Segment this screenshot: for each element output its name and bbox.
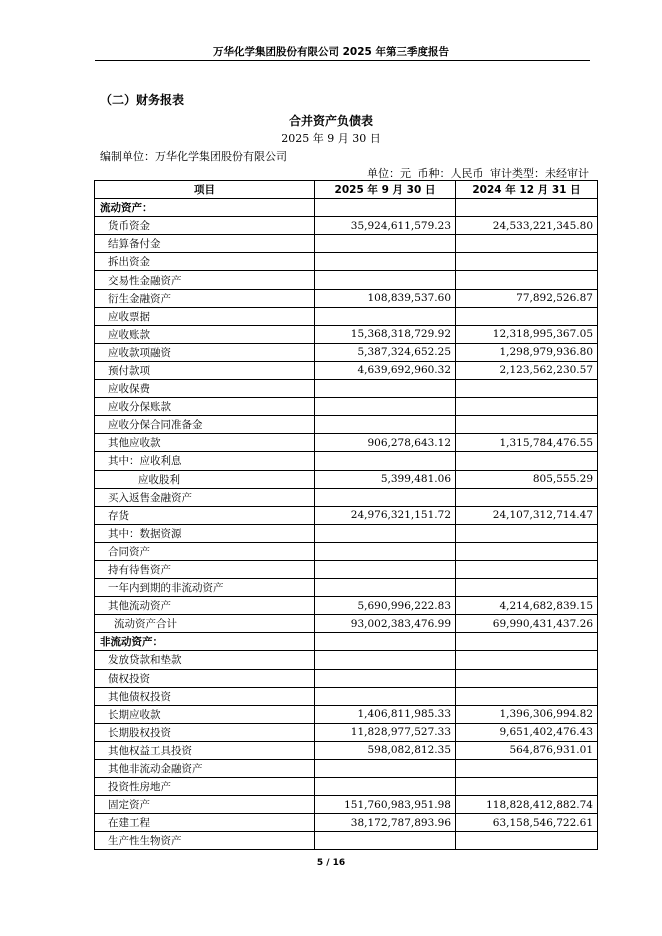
table-row [95,687,598,705]
row-value-prior [456,380,598,398]
row-item-label: 应收账款 [95,325,315,343]
row-value-current: 1,406,811,985.33 [315,705,456,723]
row-item-label: 拆出资金 [95,253,315,271]
row-item-label: 生产性生物资产 [95,832,315,850]
row-item-label: 应收股利 [95,470,315,488]
row-item-label: 应收分保合同准备金 [95,416,315,434]
table-row [95,452,598,470]
row-value-prior [456,452,598,470]
row-value-current [315,398,456,416]
table-row [95,524,598,542]
row-value-current: 38,172,787,893.96 [315,814,456,832]
row-value-prior: 1,298,979,936.80 [456,343,598,361]
statement-date: 2025 年 9 月 30 日 [281,132,381,145]
row-item-label: 其他应收款 [95,434,315,452]
row-value-current: 35,924,611,579.23 [315,217,456,235]
report-header: 万华化学集团股份有限公司 2025 年第三季度报告 [212,46,450,58]
row-item-label: 应收分保账款 [95,398,315,416]
row-value-prior: 69,990,431,437.26 [456,615,598,633]
table-row [95,470,598,488]
row-value-prior [456,579,598,597]
row-value-prior [456,560,598,578]
row-item-label: 其中：应收利息 [95,452,315,470]
row-item-label: 其中：数据资源 [95,524,315,542]
table-row [95,217,598,235]
row-value-prior [456,416,598,434]
row-item-label: 一年内到期的非流动资产 [95,579,315,597]
row-value-prior [456,687,598,705]
row-item-label: 其他流动资产 [95,597,315,615]
table-row [95,542,598,560]
table-row [95,289,598,307]
statement-title: 合并资产负债表 [288,114,373,128]
table-row [95,814,598,832]
row-value-prior [456,271,598,289]
table-row [95,434,598,452]
table-row [95,723,598,741]
table-row [95,705,598,723]
row-value-prior: 12,318,995,367.05 [456,325,598,343]
row-value-current: 5,399,481.06 [315,470,456,488]
header-divider [95,60,590,61]
row-value-prior [456,651,598,669]
table-row [95,741,598,759]
table-row [95,488,598,506]
row-value-current: 24,976,321,151.72 [315,506,456,524]
row-item-label: 长期应收款 [95,705,315,723]
row-item-label: 结算备付金 [95,235,315,253]
table-row [95,343,598,361]
row-item-label: 债权投资 [95,669,315,687]
row-value-prior: 1,315,784,476.55 [456,434,598,452]
table-row [95,380,598,398]
row-value-prior: 805,555.29 [456,470,598,488]
row-item-label: 非流动资产： [95,633,315,651]
table-row [95,560,598,578]
row-value-current: 151,760,983,951.98 [315,796,456,814]
row-value-current: 108,839,537.60 [315,289,456,307]
row-item-label: 应收保费 [95,380,315,398]
row-value-prior: 118,828,412,882.74 [456,796,598,814]
table-row [95,271,598,289]
table-row [95,760,598,778]
unit-line: 单位：元 币种：人民币 审计类型：未经审计 [367,167,589,180]
table-row [95,615,598,633]
row-value-current: 5,690,996,222.83 [315,597,456,615]
row-item-label: 固定资产 [95,796,315,814]
row-value-prior [456,253,598,271]
row-value-prior [456,542,598,560]
row-item-label: 长期股权投资 [95,723,315,741]
table-row [95,307,598,325]
row-value-prior: 1,396,306,994.82 [456,705,598,723]
row-value-current: 93,002,383,476.99 [315,615,456,633]
row-value-current: 5,387,324,652.25 [315,343,456,361]
row-value-current [315,488,456,506]
table-row [95,361,598,379]
row-value-current [315,778,456,796]
table-row [95,506,598,524]
table-row [95,398,598,416]
row-value-current [315,380,456,398]
row-value-prior [456,669,598,687]
row-value-current [315,542,456,560]
row-value-current [315,271,456,289]
row-item-label: 投资性房地产 [95,778,315,796]
row-value-current: 906,278,643.12 [315,434,456,452]
row-item-label: 合同资产 [95,542,315,560]
row-value-current [315,579,456,597]
row-item-label: 交易性金融资产 [95,271,315,289]
row-item-label: 流动资产合计 [95,615,315,633]
row-value-current [315,524,456,542]
row-value-current [315,651,456,669]
row-item-label: 预付款项 [95,361,315,379]
row-value-current [315,416,456,434]
table-row [95,416,598,434]
table-row [95,199,598,217]
row-item-label: 应收款项融资 [95,343,315,361]
row-value-prior [456,524,598,542]
row-value-prior [456,235,598,253]
column-header-item: 项目 [95,181,315,199]
table-row [95,832,598,850]
row-value-current [315,560,456,578]
table-row [95,651,598,669]
row-value-prior: 2,123,562,230.57 [456,361,598,379]
row-item-label: 在建工程 [95,814,315,832]
row-value-prior [456,307,598,325]
table-row [95,778,598,796]
row-item-label: 其他非流动金融资产 [95,760,315,778]
row-value-current [315,669,456,687]
company-line: 编制单位：万华化学集团股份有限公司 [100,150,287,163]
table-row [95,579,598,597]
row-value-prior: 77,892,526.87 [456,289,598,307]
column-header-current: 2025 年 9 月 30 日 [315,181,456,199]
row-value-prior: 63,158,546,722.61 [456,814,598,832]
row-value-prior [456,199,598,217]
row-value-current [315,832,456,850]
table-row [95,597,598,615]
row-value-current [315,199,456,217]
row-value-prior [456,832,598,850]
row-value-prior: 9,651,402,476.43 [456,723,598,741]
table-row [95,633,598,651]
row-value-current [315,307,456,325]
table-row [95,669,598,687]
section-title: （二）财务报表 [100,93,185,107]
row-value-prior: 564,876,931.01 [456,741,598,759]
row-item-label: 持有待售资产 [95,560,315,578]
row-value-prior: 24,107,312,714.47 [456,506,598,524]
row-item-label: 流动资产： [95,199,315,217]
row-item-label: 货币资金 [95,217,315,235]
row-item-label: 应收票据 [95,307,315,325]
table-row [95,796,598,814]
table-header-row [95,181,598,199]
row-value-current [315,760,456,778]
row-item-label: 衍生金融资产 [95,289,315,307]
row-value-current: 15,368,318,729.92 [315,325,456,343]
page-number: 5 / 16 [316,858,346,868]
row-value-prior [456,398,598,416]
table-row [95,235,598,253]
row-item-label: 存货 [95,506,315,524]
table-row [95,253,598,271]
row-value-current [315,633,456,651]
row-value-prior: 4,214,682,839.15 [456,597,598,615]
row-item-label: 其他债权投资 [95,687,315,705]
row-value-current: 598,082,812.35 [315,741,456,759]
row-value-prior [456,760,598,778]
row-value-prior [456,488,598,506]
row-value-current [315,687,456,705]
column-header-prior: 2024 年 12 月 31 日 [456,181,598,199]
row-item-label: 买入返售金融资产 [95,488,315,506]
row-value-current: 11,828,977,527.33 [315,723,456,741]
row-value-current [315,253,456,271]
row-value-current [315,235,456,253]
balance-sheet-table [94,180,598,850]
row-item-label: 其他权益工具投资 [95,741,315,759]
row-value-prior [456,778,598,796]
row-value-prior [456,633,598,651]
row-item-label: 发放贷款和垫款 [95,651,315,669]
row-value-prior: 24,533,221,345.80 [456,217,598,235]
row-value-current: 4,639,692,960.32 [315,361,456,379]
table-row [95,325,598,343]
row-value-current [315,452,456,470]
